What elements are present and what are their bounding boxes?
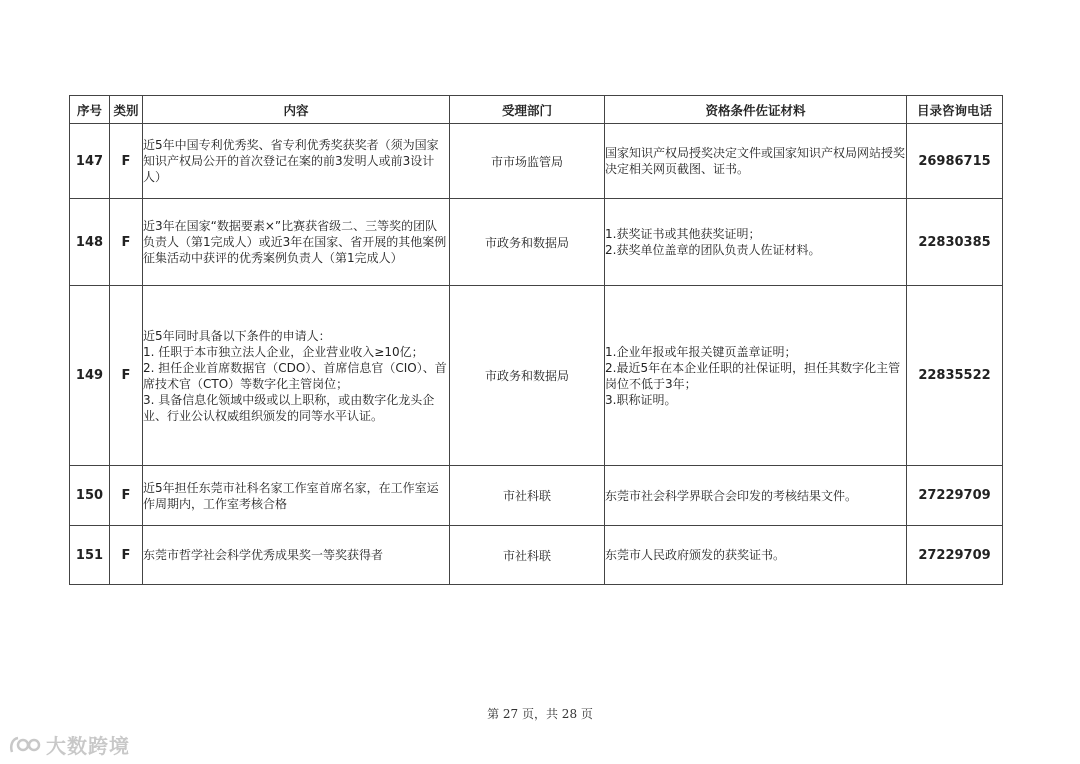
cell-content: 东莞市哲学社会科学优秀成果奖一等奖获得者: [143, 526, 450, 585]
cell-no: 148: [70, 199, 110, 286]
watermark-text: 大数跨境: [46, 734, 130, 758]
cell-content: 近5年同时具备以下条件的申请人： 1. 任职于本市独立法人企业，企业营业收入≥10亿； 2. 担任企业首席数据官（CDO）、首席信息官（CIO）、首席技术官（CTO）等数字化主管岗位； 3. 具备信息化领域中级或以上职称，或由数字化龙头企业、行业公认权威组织颁发的同等水平认证。: [143, 286, 450, 466]
cell-phone: 26986715: [907, 124, 1003, 199]
header-materials: 资格条件佐证材料: [605, 96, 907, 124]
header-phone: 目录咨询电话: [907, 96, 1003, 124]
header-content: 内容: [143, 96, 450, 124]
cell-phone: 27229709: [907, 526, 1003, 585]
logo-icon: [8, 734, 42, 756]
header-type: 类别: [110, 96, 143, 124]
cell-content: 近5年担任东莞市社科名家工作室首席名家，在工作室运作周期内，工作室考核合格: [143, 466, 450, 526]
cell-no: 149: [70, 286, 110, 466]
page-number-footer: 第 27 页，共 28 页: [487, 707, 593, 721]
cell-phone: 22830385: [907, 199, 1003, 286]
cell-dept: 市社科联: [450, 466, 605, 526]
cell-type: F: [110, 199, 143, 286]
cell-materials: 1.获奖证书或其他获奖证明； 2.获奖单位盖章的团队负责人佐证材料。: [605, 199, 907, 286]
policy-table: [69, 95, 1003, 585]
cell-type: F: [110, 124, 143, 199]
cell-phone: 27229709: [907, 466, 1003, 526]
cell-phone: 22835522: [907, 286, 1003, 466]
cell-materials: 东莞市社会科学界联合会印发的考核结果文件。: [605, 466, 907, 526]
header-dept: 受理部门: [450, 96, 605, 124]
cell-type: F: [110, 466, 143, 526]
cell-dept: 市政务和数据局: [450, 286, 605, 466]
table-header-row: [70, 96, 1003, 124]
cell-materials: 1.企业年报或年报关键页盖章证明； 2.最近5年在本企业任职的社保证明，担任其数字化主管岗位不低于3年； 3.职称证明。: [605, 286, 907, 466]
cell-content: 近3年在国家“数据要素×”比赛获省级二、三等奖的团队负责人（第1完成人）或近3年在国家、省开展的其他案例征集活动中获评的优秀案例负责人（第1完成人）: [143, 199, 450, 286]
cell-dept: 市社科联: [450, 526, 605, 585]
table-row: [70, 466, 1003, 526]
table-row: [70, 526, 1003, 585]
cell-no: 147: [70, 124, 110, 199]
cell-materials: 国家知识产权局授奖决定文件或国家知识产权局网站授奖决定相关网页截图、证书。: [605, 124, 907, 199]
table-row: [70, 286, 1003, 466]
cell-materials: 东莞市人民政府颁发的获奖证书。: [605, 526, 907, 585]
cell-no: 150: [70, 466, 110, 526]
cell-dept: 市市场监管局: [450, 124, 605, 199]
watermark: [8, 730, 130, 759]
table-row: [70, 124, 1003, 199]
cell-type: F: [110, 526, 143, 585]
header-no: 序号: [70, 96, 110, 124]
cell-dept: 市政务和数据局: [450, 199, 605, 286]
cell-type: F: [110, 286, 143, 466]
cell-no: 151: [70, 526, 110, 585]
table-row: [70, 199, 1003, 286]
cell-content: 近5年中国专利优秀奖、省专利优秀奖获奖者（须为国家知识产权局公开的首次登记在案的前3发明人或前3设计人）: [143, 124, 450, 199]
